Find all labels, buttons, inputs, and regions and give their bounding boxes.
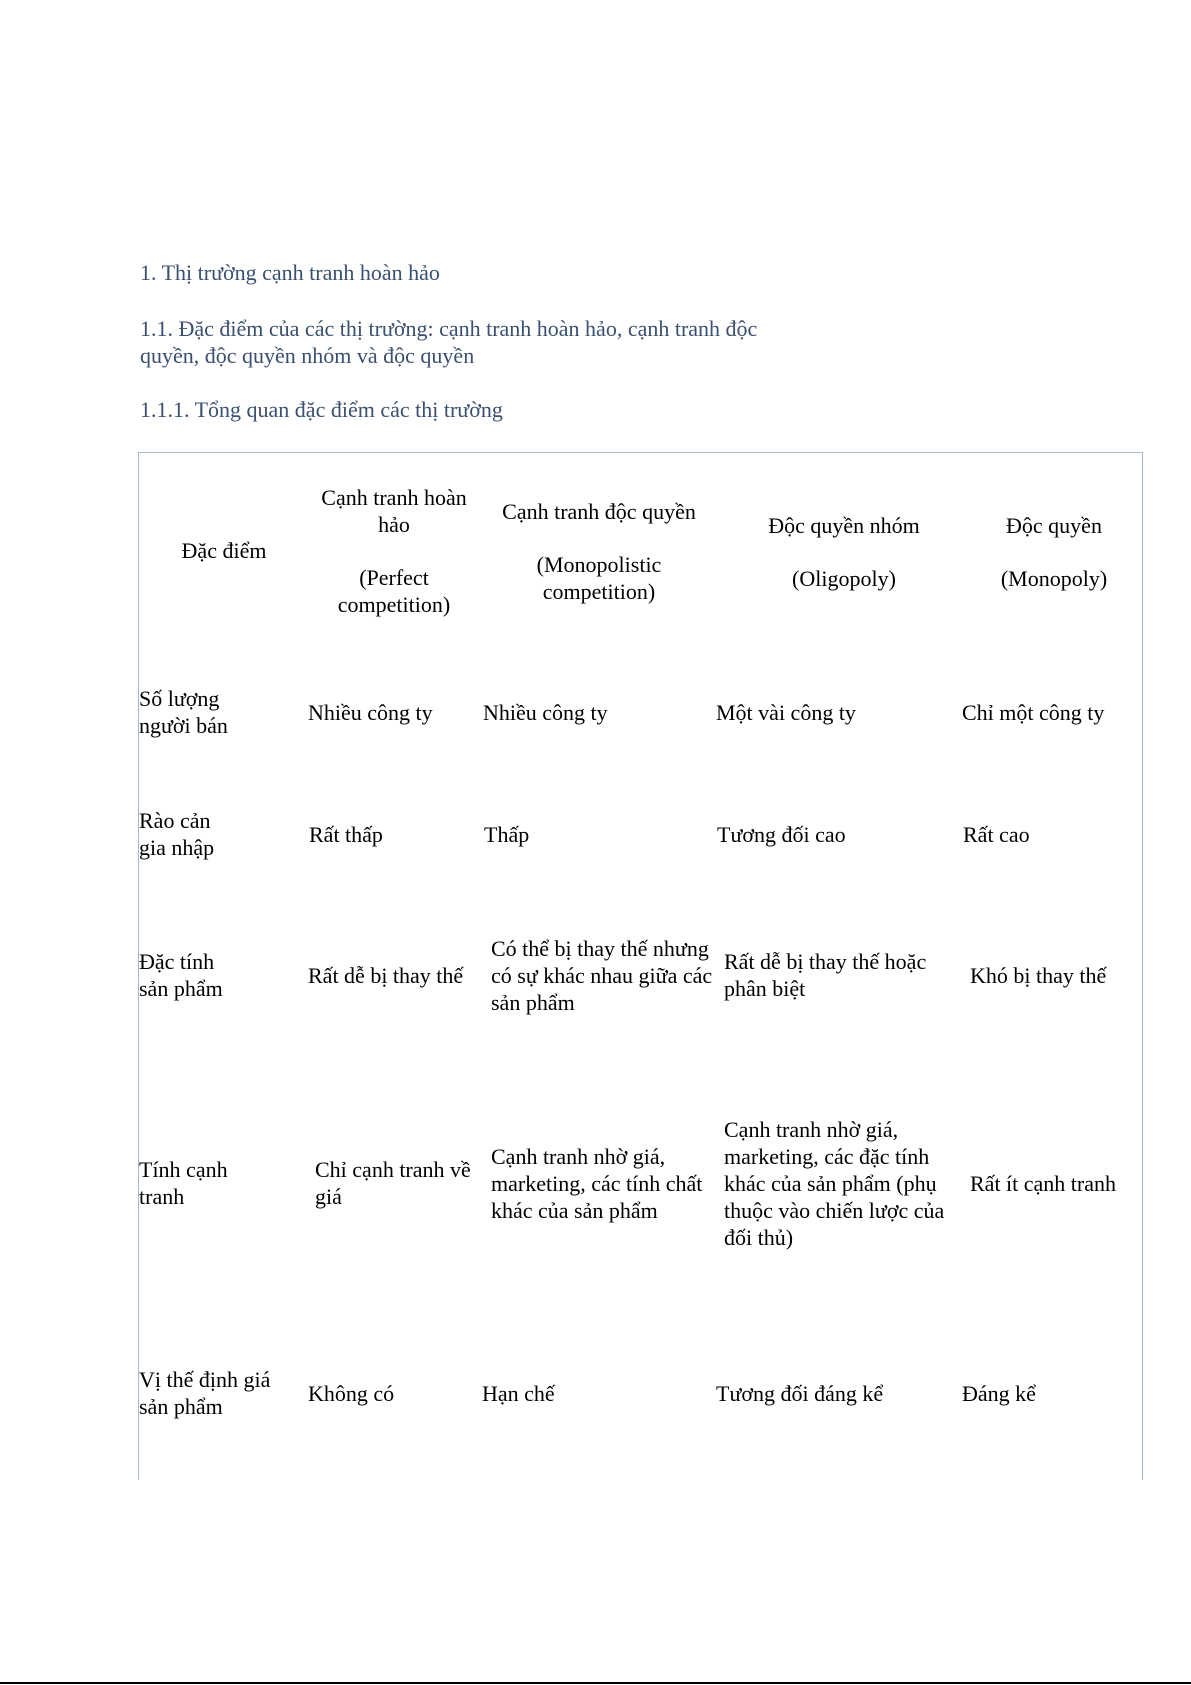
table-cell: Tương đối cao <box>717 822 846 847</box>
table-cell: Nhiều công ty <box>483 700 608 725</box>
header-monopoly-vi: Độc quyền <box>1006 513 1102 538</box>
page-bottom-rule <box>0 1682 1191 1684</box>
table-cell: Rất thấp <box>309 822 383 847</box>
header-perfect-en: (Perfect competition) <box>337 565 451 617</box>
header-perfect-vi: Cạnh tranh hoàn hảo <box>321 485 467 537</box>
row-label: Vị thế định giá sản phẩm <box>139 1367 271 1419</box>
table-cell: Rất cao <box>963 822 1030 847</box>
header-oligopoly-vi: Độc quyền nhóm <box>768 513 920 538</box>
market-comparison-table <box>138 452 1143 1480</box>
table-cell: Nhiều công ty <box>308 700 433 725</box>
header-monopoly-en: (Monopoly) <box>1000 566 1108 591</box>
table-cell: Cạnh tranh nhờ giá, marketing, các đặc tính khác của sản phẩm (phụ thuộc vào chiến lược của đối thủ) <box>724 1117 945 1250</box>
header-monopoly <box>969 512 1139 592</box>
table-cell: Rất dễ bị thay thế hoặc phân biệt <box>724 949 927 1001</box>
table-cell: Thấp <box>484 822 530 847</box>
row-label: Rào cản gia nhập <box>139 808 215 860</box>
section-heading: 1. Thị trường cạnh tranh hoàn hảo <box>140 260 440 285</box>
table-cell: Có thể bị thay thế nhưng có sự khác nhau giữa các sản phẩm <box>491 936 713 1015</box>
header-oligopoly <box>729 512 959 592</box>
header-perfect-competition <box>314 484 474 618</box>
table-cell: Rất ít cạnh tranh <box>970 1171 1117 1196</box>
header-feature: Đặc điểm <box>181 538 267 563</box>
table-cell: Không có <box>308 1381 395 1406</box>
row-label: Số lượng người bán <box>139 686 228 738</box>
header-oligopoly-en: (Oligopoly) <box>792 566 896 591</box>
row-label: Đặc tính sản phẩm <box>139 949 223 1001</box>
table-cell: Một vài công ty <box>716 700 856 725</box>
subsection-heading: 1.1. Đặc điểm của các thị trường: cạnh tranh hoàn hảo, cạnh tranh độc quyền, độc quyền nhóm và độc quyền <box>140 316 758 368</box>
table-cell: Hạn chế <box>482 1381 555 1406</box>
table-cell: Tương đối đáng kể <box>716 1381 884 1406</box>
table-cell: Khó bị thay thế <box>970 963 1107 988</box>
row-label: Tính cạnh tranh <box>139 1157 228 1209</box>
table-cell: Rất dễ bị thay thế <box>308 963 464 988</box>
table-cell: Cạnh tranh nhờ giá, marketing, các tính chất khác của sản phẩm <box>491 1144 703 1223</box>
table-cell: Chỉ cạnh tranh về giá <box>315 1157 471 1209</box>
subsubsection-heading: 1.1.1. Tổng quan đặc điểm các thị trường <box>140 397 503 422</box>
table-cell: Chỉ một công ty <box>962 700 1105 725</box>
table-cell: Đáng kể <box>962 1381 1036 1406</box>
header-monopolistic-en: (Monopolistic competition) <box>536 552 662 604</box>
header-monopolistic-competition <box>479 498 719 605</box>
header-monopolistic-vi: Cạnh tranh độc quyền <box>502 499 696 524</box>
